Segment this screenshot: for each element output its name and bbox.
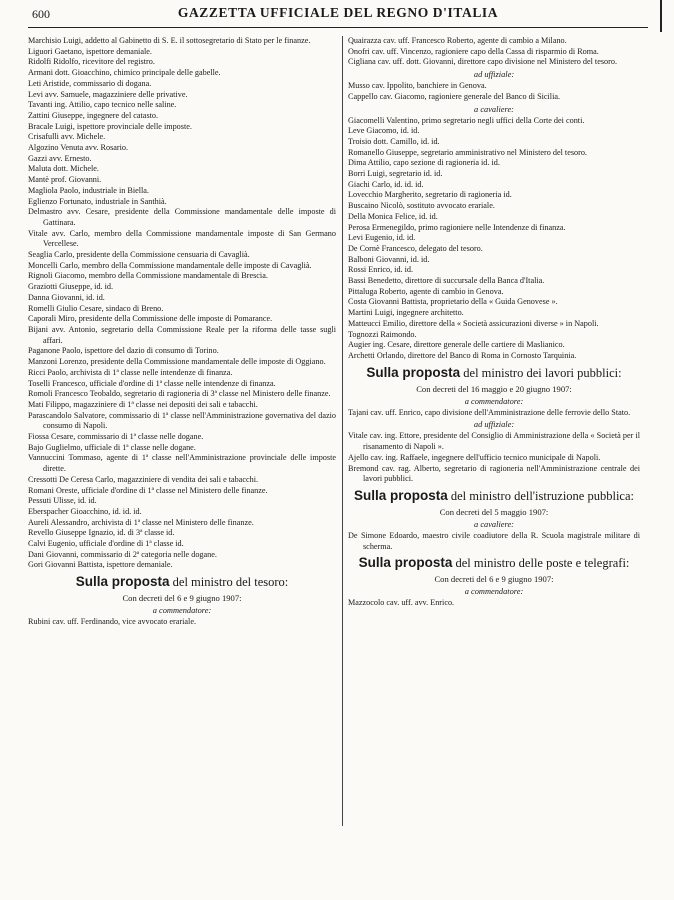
column-divider [342, 36, 343, 826]
list-item: Tavanti ing. Attilio, capo tecnico nelle saline. [28, 100, 177, 110]
list-item: Gori Giovanni Battista, ispettore demaniale. [28, 560, 173, 570]
list-item: Ridolfi Ridolfo, ricevitore del registro. [28, 57, 155, 67]
list-item: Liguori Gaetano, ispettore demaniale. [28, 46, 152, 56]
list-item: Buscaino Nicolò, sostituto avvocato erariale. [348, 201, 495, 211]
list-item: Ajello cav. ing. Raffaele, ingegnere dell'ufficio tecnico municipale di Napoli. [348, 452, 601, 462]
list-item: Matteucci Emilio, direttore della « Società assicurazioni diverse » in Napoli. [348, 318, 599, 328]
list-item: Rossi Enrico, id. id. [348, 265, 414, 275]
list-item: Eglienzo Fortunato, industriale in Santhià. [28, 196, 167, 206]
rank-commendatore-lavori: a commendatore: [464, 396, 524, 406]
list-item: Crisafulli avv. Michele. [28, 132, 106, 142]
list-item: Balboni Giovanni, id. id. [348, 254, 430, 264]
section-heading-tesoro: Sulla proposta del ministro del tesoro: [75, 574, 289, 590]
right-entries-ufficiale [348, 81, 640, 102]
list-item: Onofri cav. uff. Vincenzo, ragioniere capo della Cassa di risparmio di Roma. [348, 46, 599, 56]
list-item: Leve Giacomo, id. id. [348, 126, 420, 136]
list-item: Paganone Paolo, ispettore del dazio di consumo di Torino. [28, 346, 219, 356]
list-item: Toselli Francesco, ufficiale d'ordine di 1ª classe nelle intendenze di finanza. [28, 378, 276, 388]
list-item: Calvi Eugenio, ufficiale d'ordine di 1ª classe id. [28, 539, 184, 549]
gazette-title: GAZZETTA UFFICIALE DEL REGNO D'ITALIA [177, 5, 499, 20]
list-item: Zattini Giuseppe, ingegnere del catasto. [28, 110, 159, 120]
list-item: Tognozzi Raimondo. [348, 329, 417, 339]
istruzione-entries [348, 531, 640, 552]
lavori-entries-ufficiale [348, 431, 640, 485]
left-column [28, 36, 336, 628]
list-item: Cappello cav. Giacomo, ragioniere generale del Banco di Sicilia. [348, 91, 561, 101]
list-item: Revello Giuseppe Ignazio, id. di 3ª classe id. [28, 528, 175, 538]
list-item: Mati Filippo, magazziniere di 1ª classe nei depositi dei sali e tabacchi. [28, 399, 258, 409]
left-entries [28, 36, 336, 571]
list-item: Pittaluga Roberto, agente di cambio in Genova. [348, 286, 504, 296]
list-item: Marchisio Luigi, addetto al Gabinetto di S. E. il sottosegretario di Stato per le finanze. [28, 36, 311, 45]
list-item: Graziotti Giuseppe, id. id. [28, 282, 114, 292]
list-item: Rignoli Giacomo, membro della Commissione mandamentale di Brescia. [28, 271, 268, 281]
list-item: Borri Luigi, segretario id. id. [348, 169, 443, 179]
list-item: De Cornè Francesco, delegato del tesoro. [348, 243, 483, 253]
list-item: Costa Giovanni Battista, proprietario della « Guida Genovese ». [348, 297, 558, 307]
list-item: Romoli Francesco Teobaldo, segretario di ragioneria di 3ª classe nel Ministero delle finanze. [28, 389, 331, 399]
list-item: Giacomelli Valentino, primo segretario negli uffici della Corte dei conti. [348, 115, 585, 125]
list-item: Dani Giovanni, commissario di 2ª categoria nelle dogane. [28, 549, 217, 559]
list-item: Giachi Carlo, id. id. id. [348, 179, 424, 189]
rank-cavaliere-tesoro: a cavaliere: [474, 104, 514, 114]
list-item: Archetti Orlando, direttore del Banco di Roma in Cornosto Tarquinia. [348, 350, 577, 360]
poste-entries [348, 598, 640, 609]
list-item: Tajani cav. uff. Enrico, capo divisione dell'Amministrazione delle ferrovie dello Stato. [348, 407, 631, 417]
list-item: Eberspacher Gioacchino, id. id. id. [28, 506, 142, 516]
rank-ufficiale-lavori: ad uffiziale: [473, 420, 515, 430]
list-item: Bijani avv. Antonio, segretario della Commissione Reale per la riforma delle tasse sugli affari. [28, 324, 336, 345]
list-item: Moncelli Carlo, membro della Commissione mandamentale delle imposte di Cavaglià. [28, 260, 312, 270]
list-item: Leti Aristide, commissario di dogana. [28, 78, 152, 88]
list-item: Aureli Alessandro, archivista di 1ª classe nel Ministero delle finanze. [28, 517, 254, 527]
rank-commendatore-tesoro: a commendatore: [152, 606, 212, 616]
list-item: Bassi Benedetto, direttore di succursale della Banca d'Italia. [348, 276, 545, 286]
list-item: Bracale Luigi, ispettore provinciale delle imposte. [28, 121, 192, 131]
list-item: Cressotti De Ceresa Carlo, magazziniere di vendita dei sali e tabacchi. [28, 474, 259, 484]
left-tail-entries [28, 617, 336, 628]
list-item: Romani Oreste, ufficiale d'ordine di 1ª classe nel Ministero delle finanze. [28, 485, 268, 495]
list-item: Augier ing. Cesare, direttore generale delle cartiere di Maslianico. [348, 340, 565, 350]
list-item: Armani dott. Gioacchino, chimico principale delle gabelle. [28, 68, 221, 78]
list-item: Quairazza cav. uff. Francesco Roberto, agente di cambio a Milano. [348, 36, 567, 45]
list-item: Lovecchio Margherito, segretario di ragioneria id. [348, 190, 512, 200]
list-item: Vitale avv. Carlo, membro della Commissione mandamentale imposte di San Germano Vercellese. [28, 228, 336, 249]
list-item: Martini Luigi, ingegnere architetto. [348, 308, 464, 318]
list-item: Troisio dott. Camillo, id. id. [348, 136, 440, 146]
list-item: Gazzi avv. Ernesto. [28, 153, 92, 163]
list-item: Delmastro avv. Cesare, presidente della Commissione mandamentale delle imposte di Gattinara. [28, 207, 336, 227]
list-item: Seaglia Carlo, presidente della Commissione censuaria di Cavaglià. [28, 250, 250, 260]
list-item: Bremond cav. rag. Alberto, segretario di ragioneria nell'Amministrazione centrale dei lavori pubblici. [348, 463, 640, 484]
list-item: Romanello Giuseppe, segretario amministrativo nel Ministero del tesoro. [348, 147, 587, 157]
decree-date-istruzione: Con decreti del 5 maggio 1907: [439, 506, 549, 517]
list-item: Dima Attilio, capo sezione di ragioneria id. id. [348, 158, 500, 168]
list-item: Della Monica Felice, id. id. [348, 211, 438, 221]
edge-rule [660, 0, 662, 32]
right-column [348, 36, 640, 609]
list-item: Vannuccini Tommaso, agente di 1ª classe nell'Amministrazione provinciale delle imposte dirette. [28, 453, 336, 474]
list-item: Levi avv. Samuele, magazziniere delle privative. [28, 89, 188, 99]
decree-date-lavori: Con decreti del 16 maggio e 20 giugno 1907: [416, 383, 572, 394]
list-item: Perosa Ermenegildo, primo ragioniere nelle Intendenze di finanza. [348, 222, 566, 232]
list-item: Ricci Paolo, archivista di 1ª classe nelle intendenze di finanza. [28, 367, 233, 377]
list-item: Vitale cav. ing. Ettore, presidente del Consiglio di Amministrazione della « Società per il risanamento di Napoli ». [348, 431, 640, 452]
list-item: Cigliana cav. uff. dott. Giovanni, direttore capo divisione nel Ministero del tesoro. [348, 57, 617, 67]
list-item: Magliola Paolo, industriale in Biella. [28, 185, 149, 195]
list-item: Musso cav. Ippolito, banchiere in Genova. [348, 81, 487, 91]
section-heading-istruzione: Sulla proposta del ministro dell'istruzione pubblica: [353, 487, 634, 503]
list-item: Danna Giovanni, id. id. [28, 292, 105, 302]
rank-commendatore-poste: a commendatore: [464, 587, 524, 597]
list-item: Mazzocolo cav. uff. avv. Enrico. [348, 598, 455, 608]
list-item: Algozino Venuta avv. Rosario. [28, 143, 129, 153]
list-item: Rubini cav. uff. Ferdinando, vice avvocato erariale. [28, 617, 197, 627]
list-item: Maluta dott. Michele. [28, 164, 99, 174]
list-item: Romelli Giulio Cesare, sindaco di Breno. [28, 303, 164, 313]
section-heading-poste: Sulla proposta del ministro delle poste e telegrafi: [358, 555, 630, 571]
page-header [28, 4, 648, 26]
list-item: Mantè prof. Giovanni. [28, 175, 102, 185]
list-item: Caporali Miro, presidente della Commissione delle imposte di Pomarance. [28, 314, 273, 324]
list-item: Manzoni Lorenzo, presidente della Commissione mandamentale delle imposte di Oggiano. [28, 357, 326, 367]
list-item: Levi Eugenio, id. id. [348, 233, 416, 243]
list-item: Fiossa Cesare, commissario di 1ª classe nelle dogane. [28, 432, 204, 442]
section-heading-lavori: Sulla proposta del ministro dei lavori pubblici: [366, 364, 622, 380]
list-item: Pessuti Ulisse, id. id. [28, 496, 97, 506]
header-rule [28, 27, 648, 28]
list-item: De Simone Edoardo, maestro civile coadiutore della R. Scuola magistrale militare di scherma. [348, 530, 640, 551]
rank-cavaliere-istruzione: a cavaliere: [474, 519, 514, 529]
list-item: Parascandolo Salvatore, commissario di 1ª classe nell'Amministrazione governativa del dazio consumo di Napoli. [28, 410, 336, 431]
right-entries-cavaliere [348, 116, 640, 362]
rank-ufficiale-tesoro: ad uffiziale: [473, 70, 515, 80]
page-number: 600 [32, 7, 50, 21]
decree-date-poste: Con decreti del 6 e 9 giugno 1907: [434, 574, 554, 585]
right-entries-commendatore [348, 36, 640, 68]
list-item: Bajo Guglielmo, ufficiale di 1ª classe nelle dogane. [28, 442, 196, 452]
lavori-entries-commendatore [348, 408, 640, 419]
decree-date-tesoro: Con decreti del 6 e 9 giugno 1907: [122, 593, 242, 604]
